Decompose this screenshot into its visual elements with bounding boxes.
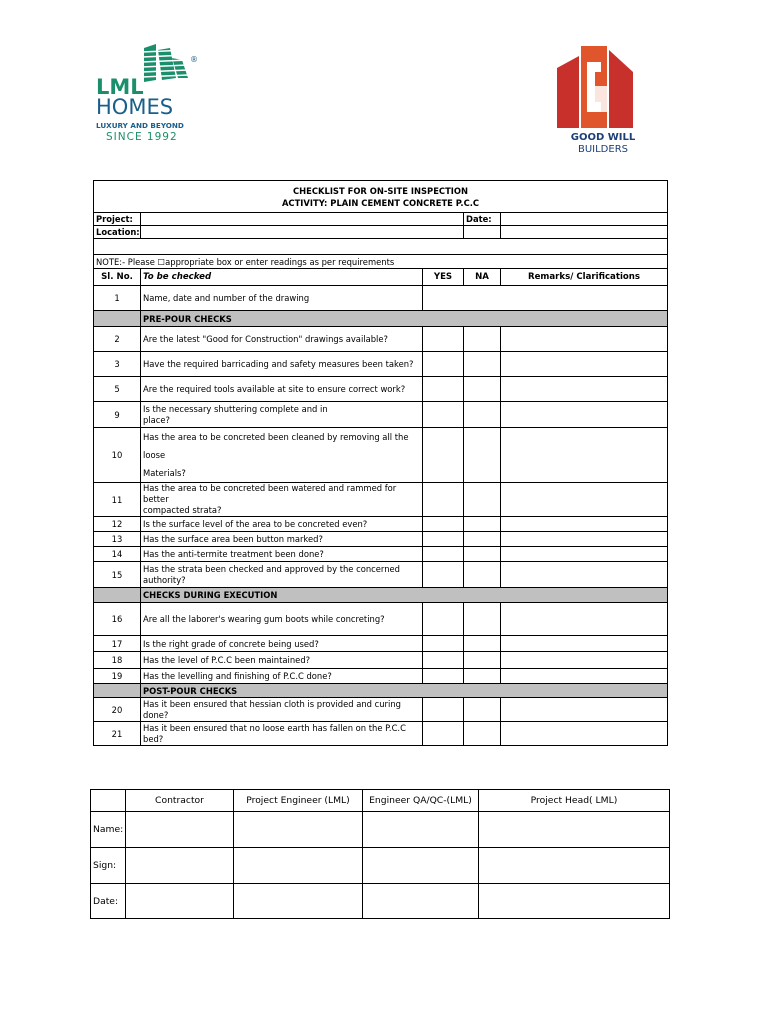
- location-label: Location:: [94, 226, 141, 239]
- row-number: 19: [94, 669, 141, 684]
- row-number: 10: [94, 428, 141, 483]
- signoff-cell[interactable]: [363, 848, 479, 884]
- remarks-cell[interactable]: [501, 547, 668, 562]
- location-row: [94, 226, 668, 239]
- col-item-header: To be checked: [141, 269, 423, 286]
- lml-tagline: LUXURY AND BEYOND: [96, 121, 184, 130]
- section-label: POST-POUR CHECKS: [141, 684, 668, 698]
- remarks-cell[interactable]: [501, 517, 668, 532]
- row-check-text: Has the anti-termite treatment been done?: [141, 547, 423, 562]
- row-check-text: Has it been ensured that hessian cloth is provided and curing done?: [141, 698, 423, 722]
- yes-checkbox[interactable]: [423, 352, 464, 377]
- note-row: [94, 255, 668, 269]
- yes-checkbox[interactable]: [423, 652, 464, 669]
- row-check-text: Has the level of P.C.C been maintained?: [141, 652, 423, 669]
- row-check-text: Has the strata been checked and approved by the concerned authority?: [141, 562, 423, 588]
- row-check-text: Name, date and number of the drawing: [141, 286, 423, 311]
- lml-homes-logo: [92, 44, 204, 144]
- yes-checkbox[interactable]: [423, 327, 464, 352]
- lml-building-icon: [92, 44, 204, 144]
- signoff-row-label: Date:: [91, 884, 126, 919]
- yes-checkbox[interactable]: [423, 698, 464, 722]
- table-row: [94, 483, 668, 517]
- section-label: CHECKS DURING EXECUTION: [141, 588, 668, 603]
- row-number: 12: [94, 517, 141, 532]
- na-checkbox[interactable]: [464, 562, 501, 588]
- table-row: [94, 327, 668, 352]
- date-field[interactable]: [501, 213, 668, 226]
- table-row: [94, 722, 668, 746]
- signoff-cell[interactable]: [126, 848, 234, 884]
- row-number: 18: [94, 652, 141, 669]
- yes-checkbox[interactable]: [423, 428, 464, 483]
- remarks-cell[interactable]: [501, 652, 668, 669]
- table-row: [94, 562, 668, 588]
- row-number: 1: [94, 286, 141, 311]
- row-input-cell[interactable]: [423, 286, 668, 311]
- yes-checkbox[interactable]: [423, 636, 464, 652]
- signoff-cell[interactable]: [479, 848, 670, 884]
- location-field[interactable]: [141, 226, 464, 239]
- remarks-cell[interactable]: [501, 532, 668, 547]
- table-row: [94, 698, 668, 722]
- na-checkbox[interactable]: [464, 352, 501, 377]
- signoff-col-contractor: Contractor: [126, 790, 234, 812]
- row-check-text: Is the right grade of concrete being used?: [141, 636, 423, 652]
- row-number: 11: [94, 483, 141, 517]
- row-number: 17: [94, 636, 141, 652]
- col-yes-header: YES: [423, 269, 464, 286]
- table-row: [94, 652, 668, 669]
- lml-brand-text: LML: [96, 75, 144, 99]
- row-check-text: Have the required barricading and safety measures been taken?: [141, 352, 423, 377]
- col-na-header: NA: [464, 269, 501, 286]
- na-checkbox[interactable]: [464, 547, 501, 562]
- goodwill-subname: BUILDERS: [577, 144, 629, 155]
- na-checkbox[interactable]: [464, 669, 501, 684]
- signoff-cell[interactable]: [234, 848, 363, 884]
- table-row: [94, 428, 668, 483]
- remarks-cell[interactable]: [501, 352, 668, 377]
- table-row: [94, 286, 668, 311]
- section-label: PRE-POUR CHECKS: [141, 311, 668, 327]
- row-check-text: Is the necessary shuttering complete and in place?: [141, 402, 423, 428]
- yes-checkbox[interactable]: [423, 562, 464, 588]
- row-check-text: Are all the laborer's wearing gum boots while concreting?: [141, 603, 423, 636]
- row-number: 14: [94, 547, 141, 562]
- table-row: [94, 532, 668, 547]
- spacer-row: [94, 239, 668, 255]
- signoff-date-row: [91, 884, 670, 919]
- note-text: NOTE:- Please ☐appropriate box or enter readings as per requirements: [94, 255, 668, 269]
- checklist-title: CHECKLIST FOR ON-SITE INSPECTION: [292, 185, 469, 196]
- table-row: [94, 517, 668, 532]
- signoff-cell[interactable]: [126, 812, 234, 848]
- remarks-cell[interactable]: [501, 722, 668, 746]
- row-check-text: Are the latest "Good for Construction" drawings available?: [141, 327, 423, 352]
- remarks-cell[interactable]: [501, 402, 668, 428]
- table-row: [94, 636, 668, 652]
- signoff-row-label: Sign:: [91, 848, 126, 884]
- row-check-text: Has the surface area been button marked?: [141, 532, 423, 547]
- signoff-col-project-engineer: Project Engineer (LML): [234, 790, 363, 812]
- na-checkbox[interactable]: [464, 483, 501, 517]
- remarks-cell[interactable]: [501, 483, 668, 517]
- table-row: [94, 377, 668, 402]
- row-number: 21: [94, 722, 141, 746]
- signoff-sign-row: [91, 848, 670, 884]
- signoff-table: [90, 789, 670, 919]
- yes-checkbox[interactable]: [423, 603, 464, 636]
- signoff-header-row: [91, 790, 670, 812]
- yes-checkbox[interactable]: [423, 517, 464, 532]
- project-label: Project:: [94, 213, 141, 226]
- row-number: 16: [94, 603, 141, 636]
- inspection-checklist-table: [93, 180, 668, 746]
- signoff-cell[interactable]: [363, 884, 479, 919]
- signoff-cell[interactable]: [363, 812, 479, 848]
- goodwill-name: GOOD WILL: [570, 132, 636, 143]
- na-checkbox[interactable]: [464, 532, 501, 547]
- row-number: 20: [94, 698, 141, 722]
- signoff-cell[interactable]: [234, 884, 363, 919]
- row-number: 2: [94, 327, 141, 352]
- na-checkbox[interactable]: [464, 722, 501, 746]
- row-check-text: Has the area to be concreted been watered and rammed for better compacted strata?: [141, 483, 423, 517]
- table-row: [94, 603, 668, 636]
- signoff-cell[interactable]: [234, 812, 363, 848]
- yes-checkbox[interactable]: [423, 377, 464, 402]
- yes-checkbox[interactable]: [423, 402, 464, 428]
- row-number: 13: [94, 532, 141, 547]
- section-during-execution: [94, 588, 668, 603]
- goodwill-emblem-icon: [551, 42, 655, 160]
- row-check-text: Has the levelling and finishing of P.C.C done?: [141, 669, 423, 684]
- row-number: 5: [94, 377, 141, 402]
- checklist-activity: ACTIVITY: PLAIN CEMENT CONCRETE P.C.C: [281, 197, 480, 208]
- row-number: 15: [94, 562, 141, 588]
- remarks-cell[interactable]: [501, 377, 668, 402]
- row-check-text: Has it been ensured that no loose earth has fallen on the P.C.C bed?: [141, 722, 423, 746]
- remarks-cell[interactable]: [501, 428, 668, 483]
- yes-checkbox[interactable]: [423, 483, 464, 517]
- lml-homes-text: HOMES: [96, 95, 174, 119]
- yes-checkbox[interactable]: [423, 547, 464, 562]
- table-row: [94, 352, 668, 377]
- goodwill-builders-logo: [551, 42, 655, 160]
- table-row: [94, 402, 668, 428]
- na-checkbox[interactable]: [464, 603, 501, 636]
- signoff-col-project-head: Project Head( LML): [479, 790, 670, 812]
- svg-text:®: ®: [190, 55, 198, 64]
- na-checkbox[interactable]: [464, 636, 501, 652]
- remarks-cell[interactable]: [501, 698, 668, 722]
- yes-checkbox[interactable]: [423, 722, 464, 746]
- na-checkbox[interactable]: [464, 428, 501, 483]
- na-checkbox[interactable]: [464, 652, 501, 669]
- signoff-col-qa-engineer: Engineer QA/QC-(LML): [363, 790, 479, 812]
- na-checkbox[interactable]: [464, 377, 501, 402]
- signoff-cell[interactable]: [479, 812, 670, 848]
- remarks-cell[interactable]: [501, 327, 668, 352]
- project-row: [94, 213, 668, 226]
- section-post-pour: [94, 684, 668, 698]
- row-check-text: Has the area to be concreted been cleaned by removing all the loose Materials?: [141, 428, 423, 483]
- date-label: Date:: [464, 213, 501, 226]
- remarks-cell[interactable]: [501, 562, 668, 588]
- project-field[interactable]: [141, 213, 464, 226]
- signoff-cell[interactable]: [126, 884, 234, 919]
- remarks-cell[interactable]: [501, 603, 668, 636]
- na-checkbox[interactable]: [464, 327, 501, 352]
- col-remarks-header: Remarks/ Clarifications: [501, 269, 668, 286]
- na-checkbox[interactable]: [464, 402, 501, 428]
- section-pre-pour: [94, 311, 668, 327]
- signoff-name-row: [91, 812, 670, 848]
- row-number: 9: [94, 402, 141, 428]
- table-row: [94, 669, 668, 684]
- yes-checkbox[interactable]: [423, 532, 464, 547]
- remarks-cell[interactable]: [501, 669, 668, 684]
- row-number: 3: [94, 352, 141, 377]
- signoff-cell[interactable]: [479, 884, 670, 919]
- col-sl-header: Sl. No.: [94, 269, 141, 286]
- row-check-text: Are the required tools available at site to ensure correct work?: [141, 377, 423, 402]
- table-row: [94, 547, 668, 562]
- checklist-title-row: [94, 181, 668, 213]
- yes-checkbox[interactable]: [423, 669, 464, 684]
- lml-since: SINCE 1992: [106, 131, 178, 143]
- na-checkbox[interactable]: [464, 517, 501, 532]
- na-checkbox[interactable]: [464, 698, 501, 722]
- remarks-cell[interactable]: [501, 636, 668, 652]
- signoff-row-label: Name:: [91, 812, 126, 848]
- header-row: [94, 269, 668, 286]
- row-check-text: Is the surface level of the area to be concreted even?: [141, 517, 423, 532]
